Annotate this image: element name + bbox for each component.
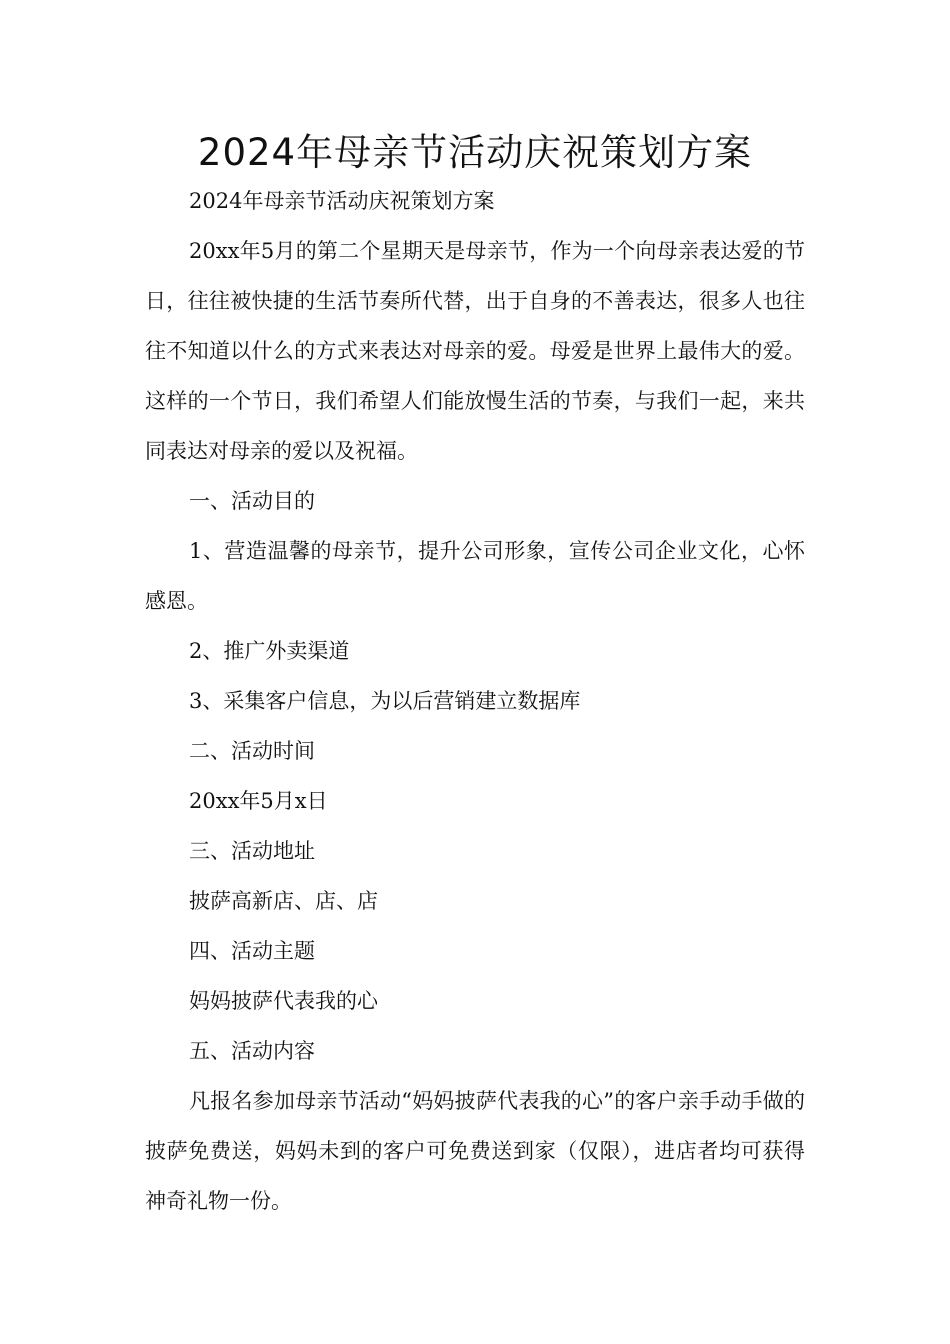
section-heading-theme: 四、活动主题 (189, 939, 315, 963)
document-title: 2024年母亲节活动庆祝策划方案 (197, 131, 753, 174)
section-heading-location: 三、活动地址 (189, 839, 315, 863)
section-heading-purpose: 一、活动目的 (189, 489, 315, 513)
document-body (145, 176, 805, 1226)
purpose-item-2: 2、推广外卖渠道 (189, 639, 350, 663)
section-heading-time: 二、活动时间 (189, 739, 315, 763)
intro-paragraph: 20xx年5月的第二个星期天是母亲节，作为一个向母亲表达爱的节日，往往被快捷的生活节奏所代替，出于自身的不善表达，很多人也往往不知道以什么的方式来表达对母亲的爱。母爱是世界上最伟大的爱。这样的一个节日，我们希望人们能放慢生活的节奏，与我们一起，来共同表达对母亲的爱以及祝福。 (145, 239, 805, 463)
time-text: 20xx年5月x日 (189, 789, 328, 813)
document-subtitle: 2024年母亲节活动庆祝策划方案 (189, 189, 495, 213)
content-text: 凡报名参加母亲节活动“妈妈披萨代表我的心”的客户亲手动手做的披萨免费送，妈妈未到的客户可免费送到家（仅限），进店者均可获得神奇礼物一份。 (145, 1089, 805, 1213)
location-text: 披萨高新店、店、店 (189, 889, 378, 913)
purpose-item-3: 3、采集客户信息，为以后营销建立数据库 (189, 689, 581, 713)
theme-text: 妈妈披萨代表我的心 (189, 989, 378, 1013)
purpose-item-1: 1、营造温馨的母亲节，提升公司形象，宣传公司企业文化，心怀感恩。 (145, 539, 805, 613)
section-heading-content: 五、活动内容 (189, 1039, 315, 1063)
